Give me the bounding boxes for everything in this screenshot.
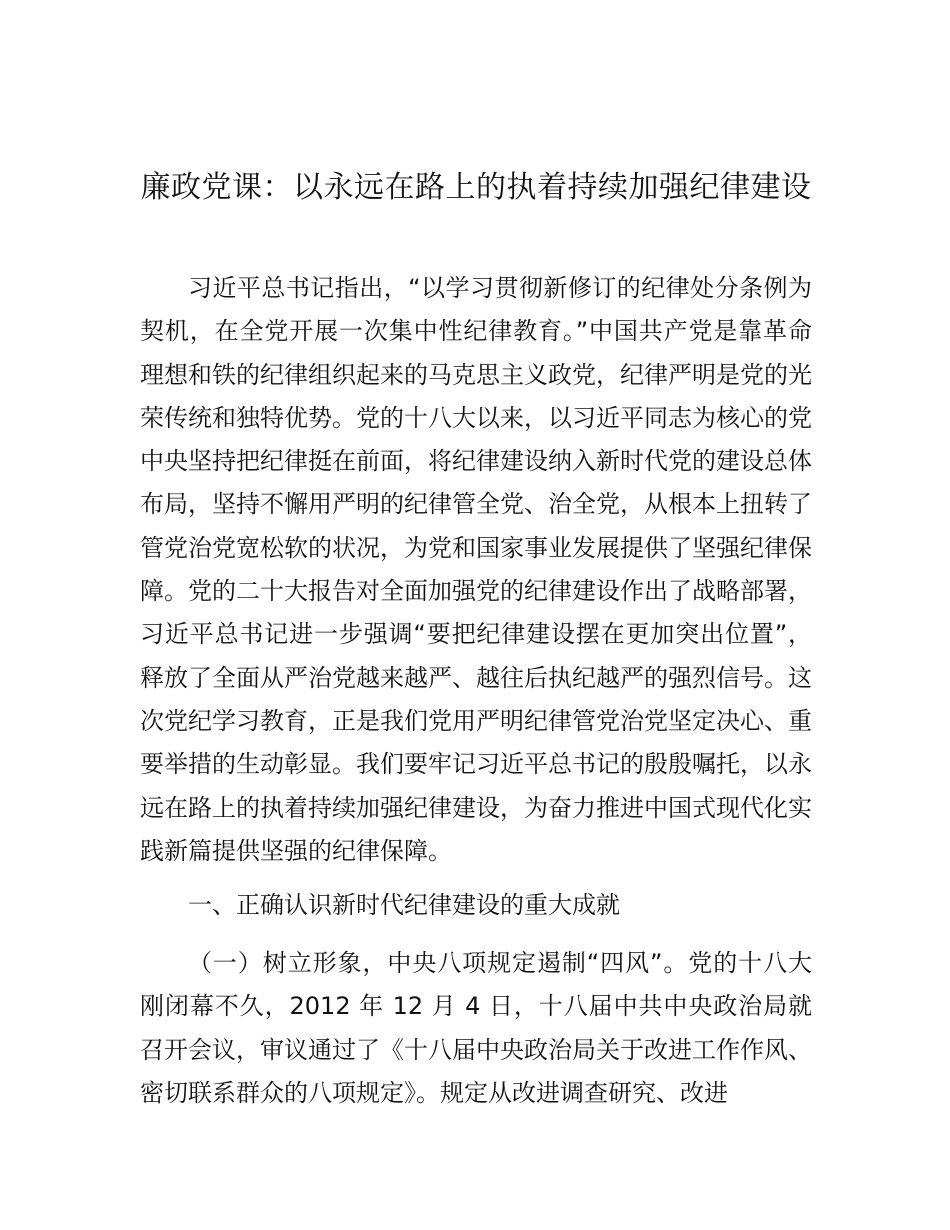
document-title: 廉政党课：以永远在路上的执着持续加强纪律建设 xyxy=(140,170,812,205)
body-paragraph: 习近平总书记指出，“以学习贯彻新修订的纪律处分条例为契机，在全党开展一次集中性纪律教育。”中国共产党是靠革命理想和铁的纪律组织起来的马克思主义政党，纪律严明是党的光荣传统和独特优势。党的十八大以来，以习近平同志为核心的党中央坚持把纪律挺在前面，将纪律建设纳入新时代党的建设总体布局，坚持不懈用严明的纪律管全党、治全党，从根本上扭转了管党治党宽松软的状况，为党和国家事业发展提供了坚强纪律保障。党的二十大报告对全面加强党的纪律建设作出了战略部署，习近平总书记进一步强调“要把纪律建设摆在更加突出位置”，释放了全面从严治党越来越严、越往后执纪越严的强烈信号。这次党纪学习教育，正是我们党用严明纪律管党治党坚定决心、重要举措的生动彰显。我们要牢记习近平总书记的殷殷嘱托，以永远在路上的执着持续加强纪律建设，为奋力推进中国式现代化实践新篇提供坚强的纪律保障。 xyxy=(140,274,812,865)
section-heading: 一、正确认识新时代纪律建设的重大成就 xyxy=(188,891,620,919)
body-paragraph: （一）树立形象，中央八项规定遏制“四风”。党的十八大刚闭幕不久，2012 年 12 月 4 日，十八届中共中央政治局就召开会议，审议通过了《十八届中央政治局关于改进工作作风、密切联系群众的八项规定》。规定从改进调查研究、改进 xyxy=(140,949,812,1107)
